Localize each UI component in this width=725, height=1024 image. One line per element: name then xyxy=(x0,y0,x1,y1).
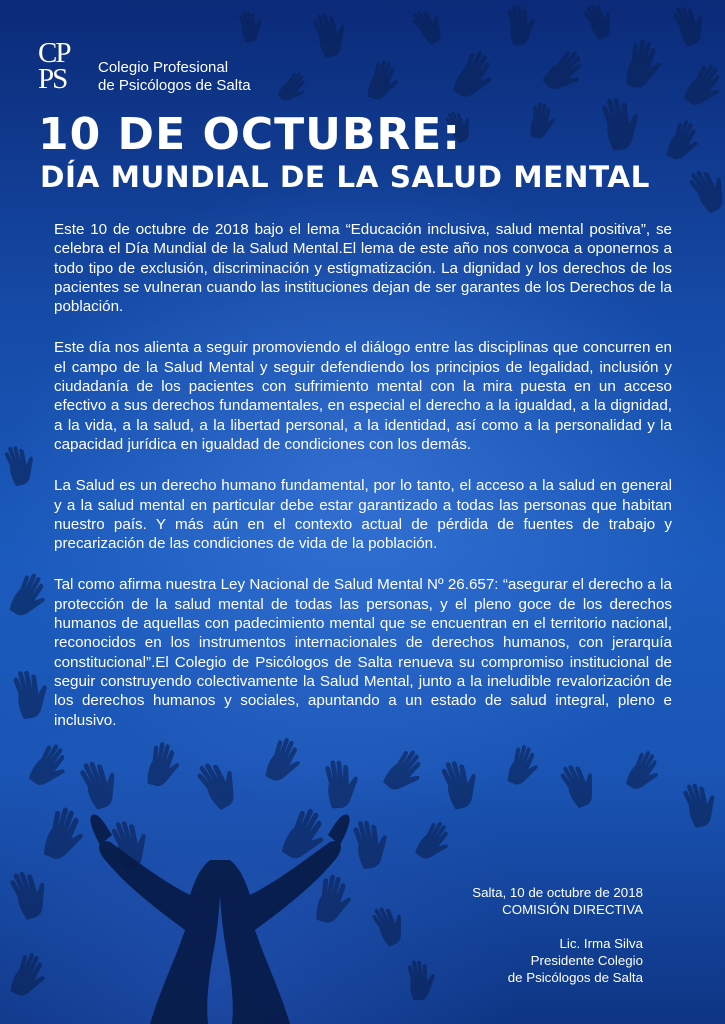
body-text xyxy=(54,220,672,752)
signing-body: COMISIÓN DIRECTIVA xyxy=(502,902,643,917)
logo xyxy=(38,37,278,100)
signature-block xyxy=(472,884,643,986)
signer-role-line-2: de Psicólogos de Salta xyxy=(507,970,643,985)
paragraph-3: La Salud es un derecho humano fundamental, por lo tanto, el acceso a la salud en general y a la salud mental en particular debe estar garantizado a todas las personas que habitan nuestro país. Y más aún en el contexto actual de pérdida de fuentes de trabajo y precarización de las condiciones de vida de la población. xyxy=(54,477,672,553)
logo-name xyxy=(98,59,251,95)
signer-role-line-1: Presidente Colegio xyxy=(530,953,643,968)
paragraph-2: Este día nos alienta a seguir promoviendo el diálogo entre las disciplinas que concurren en el campo de la Salud Mental y seguir defendiendo los principios de legalidad, inclusión y ciudadanía de los pacientes con sufrimiento mental con la mira puesta en un acceso efectivo a sus derechos fundamentales, en especial el derecho a la igualdad, a la dignidad, a la vida, a la salud, a la libertad personal, a la identidad, así como a la personalidad y la capacidad jurídica en igualdad de condiciones con los demás. xyxy=(54,339,672,453)
logo-name-line-2: de Psicólogos de Salta xyxy=(98,77,251,94)
logo-name-line-1: Colegio Profesional xyxy=(98,59,229,76)
logo-mark xyxy=(38,37,90,95)
title-event: DÍA MUNDIAL DE LA SALUD MENTAL xyxy=(40,160,650,194)
logo-mark-line-2: PS xyxy=(38,63,67,95)
signer-name: Lic. Irma Silva xyxy=(559,936,643,951)
title-date: 10 DE OCTUBRE: xyxy=(38,109,461,160)
paragraph-4: Tal como afirma nuestra Ley Nacional de Salud Mental Nº 26.657: “asegurar el derecho a la protección de la salud mental de todas las personas, y el pleno goce de los derechos humanos de aquellas con padecimiento mental que se encuentran en el territorio nacional, reconocidos en los instrumentos internacionales de derechos humanos, con jerarquía constitucional”.El Colegio de Psicólogos de Salta renueva su compromiso institucional de seguir construyendo colectivamente la Salud Mental, junto a la ineludible revalorización de los derechos humanos y sociales, apuntando a un estado de salud integral, pleno e inclusivo. xyxy=(54,576,672,729)
logo-mark-line-1: CP xyxy=(38,37,70,69)
place-date: Salta, 10 de octubre de 2018 xyxy=(472,885,643,900)
paragraph-1: Este 10 de octubre de 2018 bajo el lema “Educación inclusiva, salud mental positiva”, se celebra el Día Mundial de la Salud Mental.El lema de este año nos convoca a oponernos a todo tipo de exclusión, discriminación y estigmatización. La dignidad y los derechos de los pacientes se vulneran cuando las instituciones dejan de ser garantes de los Derechos de la población. xyxy=(54,221,672,316)
